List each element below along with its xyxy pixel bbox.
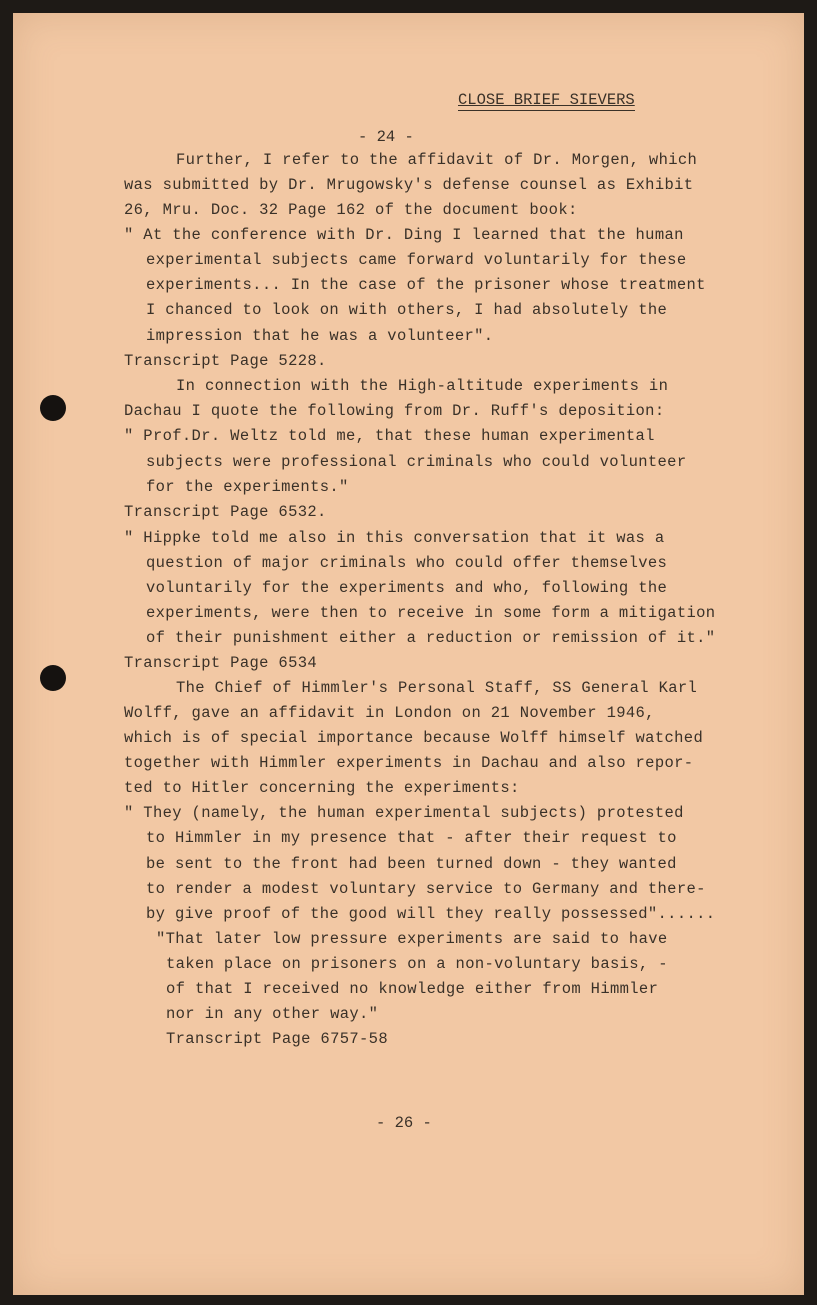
text-line: question of major criminals who could offer themselves bbox=[146, 554, 668, 572]
text-line: voluntarily for the experiments and who, following the bbox=[146, 579, 668, 597]
text-line: In connection with the High-altitude experiments in bbox=[176, 377, 669, 395]
top-page-number: - 24 - bbox=[358, 128, 414, 146]
text-line: be sent to the front had been turned down - they wanted bbox=[146, 855, 677, 873]
text-line: Further, I refer to the affidavit of Dr. Morgen, which bbox=[176, 151, 698, 169]
text-line: subjects were professional criminals who could volunteer bbox=[146, 453, 687, 471]
bottom-page-number: - 26 - bbox=[376, 1114, 432, 1132]
text-line: 26, Mru. Doc. 32 Page 162 of the document book: bbox=[124, 201, 578, 219]
text-line: " Hippke told me also in this conversation that it was a bbox=[124, 529, 665, 547]
punch-hole bbox=[40, 665, 66, 691]
text-line: Transcript Page 6757-58 bbox=[166, 1030, 388, 1048]
text-line: nor in any other way." bbox=[166, 1005, 379, 1023]
text-line: The Chief of Himmler's Personal Staff, SS General Karl bbox=[176, 679, 698, 697]
text-line: to render a modest voluntary service to Germany and there- bbox=[146, 880, 706, 898]
punch-hole bbox=[40, 395, 66, 421]
document-header: CLOSE BRIEF SIEVERS bbox=[458, 91, 635, 109]
text-line: experiments... In the case of the prisoner whose treatment bbox=[146, 276, 706, 294]
text-line: to Himmler in my presence that - after their request to bbox=[146, 829, 677, 847]
text-line: ted to Hitler concerning the experiments: bbox=[124, 779, 520, 797]
text-line: together with Himmler experiments in Dachau and also repor- bbox=[124, 754, 694, 772]
text-line: was submitted by Dr. Mrugowsky's defense counsel as Exhibit bbox=[124, 176, 694, 194]
text-line: " They (namely, the human experimental subjects) protested bbox=[124, 804, 684, 822]
text-line: Wolff, gave an affidavit in London on 21 November 1946, bbox=[124, 704, 655, 722]
text-line: " Prof.Dr. Weltz told me, that these human experimental bbox=[124, 427, 655, 445]
text-line: impression that he was a volunteer". bbox=[146, 327, 494, 345]
text-line: " At the conference with Dr. Ding I learned that the human bbox=[124, 226, 684, 244]
text-line: of that I received no knowledge either from Himmler bbox=[166, 980, 659, 998]
text-line: Transcript Page 6534 bbox=[124, 654, 318, 672]
text-line: taken place on prisoners on a non-voluntary basis, - bbox=[166, 955, 668, 973]
text-line: Dachau I quote the following from Dr. Ruff's deposition: bbox=[124, 402, 665, 420]
text-line: Transcript Page 6532. bbox=[124, 503, 327, 521]
text-line: "That later low pressure experiments are said to have bbox=[156, 930, 668, 948]
text-line: I chanced to look on with others, I had absolutely the bbox=[146, 301, 668, 319]
text-line: experiments, were then to receive in some form a mitigation bbox=[146, 604, 716, 622]
text-line: for the experiments." bbox=[146, 478, 349, 496]
text-line: Transcript Page 5228. bbox=[124, 352, 327, 370]
text-line: of their punishment either a reduction or remission of it." bbox=[146, 629, 716, 647]
text-line: experimental subjects came forward voluntarily for these bbox=[146, 251, 687, 269]
text-line: by give proof of the good will they really possessed"...... bbox=[146, 905, 716, 923]
text-line: which is of special importance because Wolff himself watched bbox=[124, 729, 704, 747]
